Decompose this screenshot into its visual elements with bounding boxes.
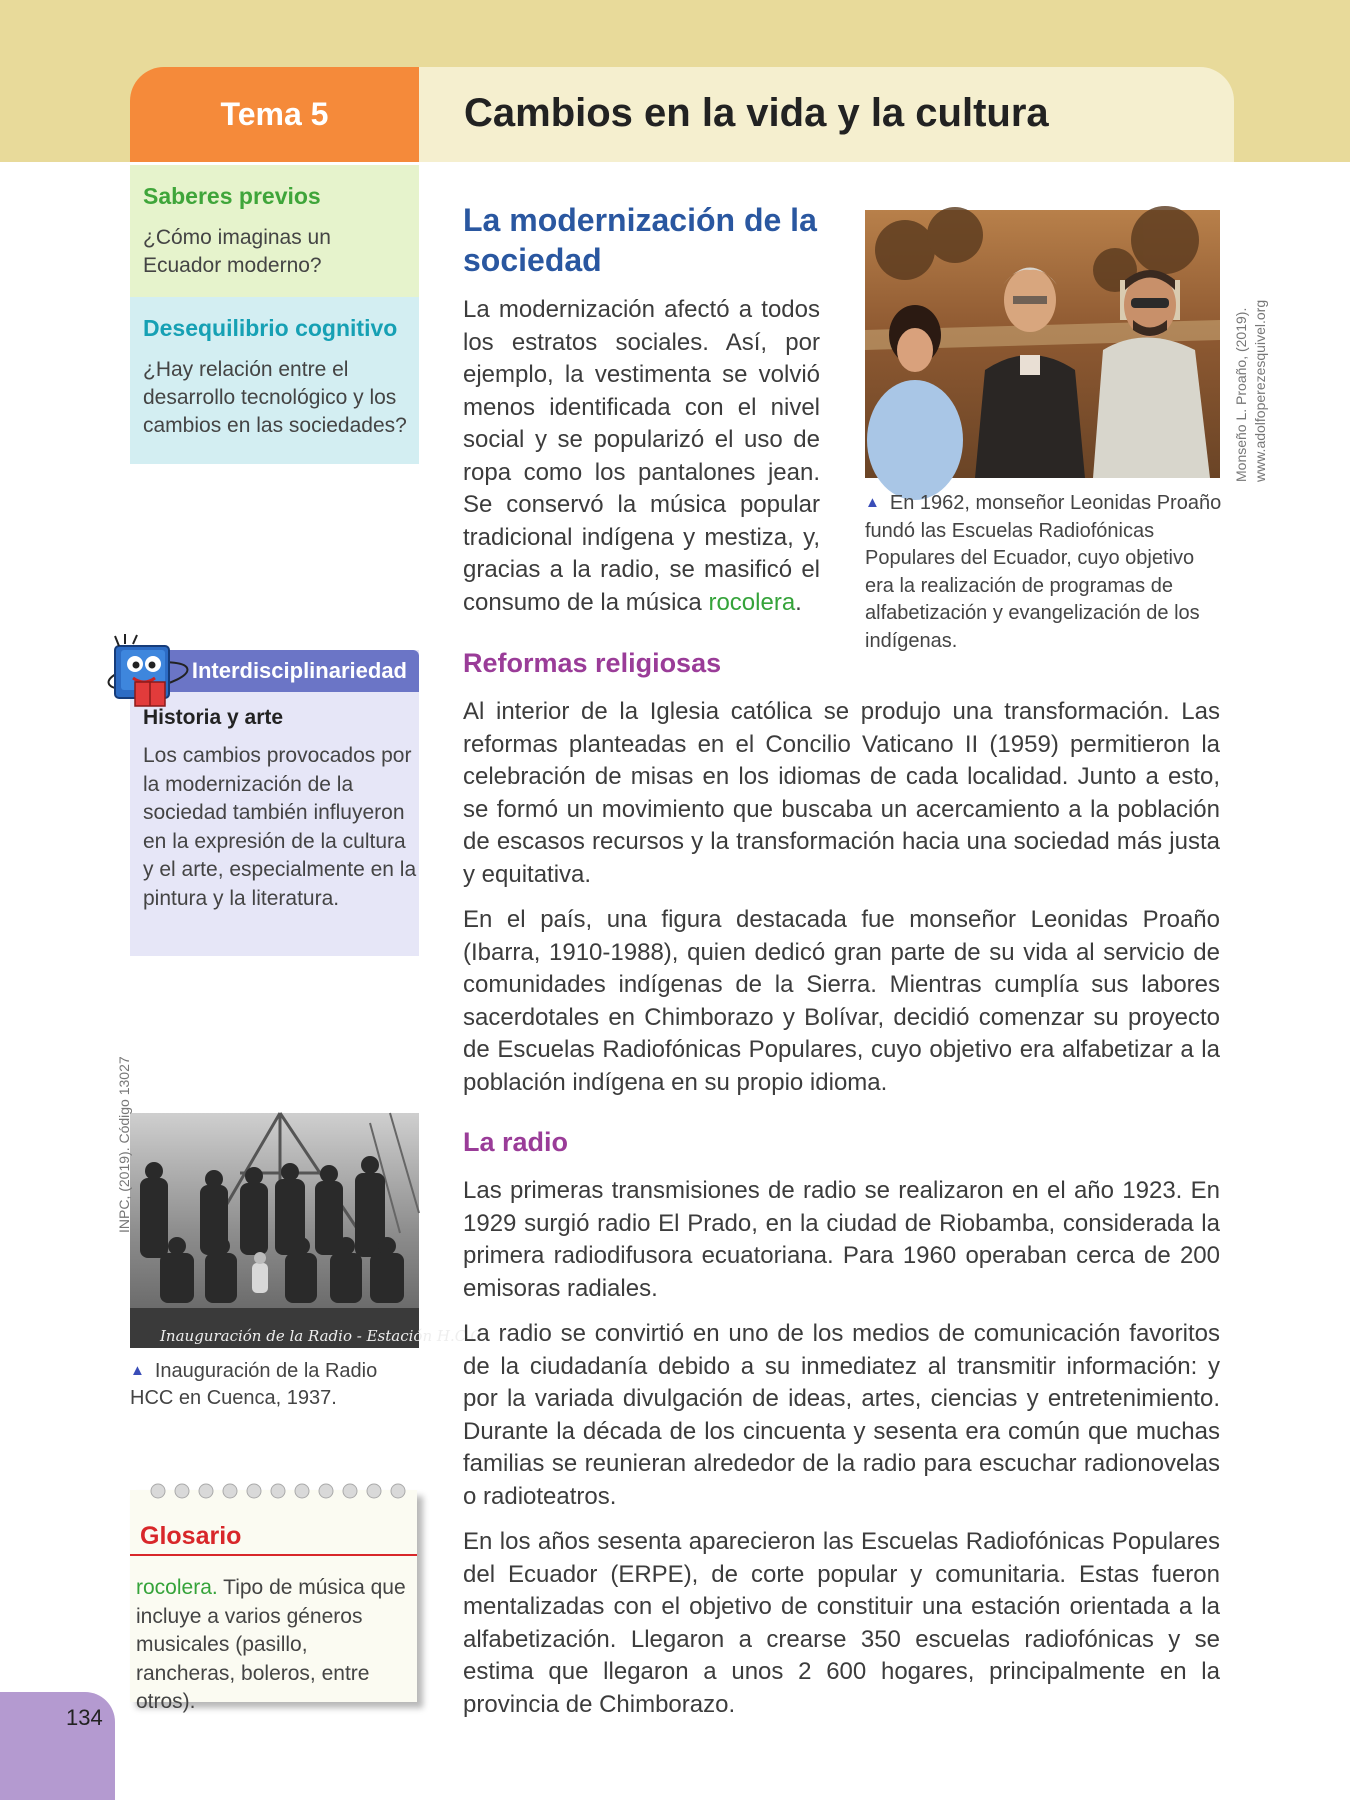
reformas-paragraph: Al interior de la Iglesia católica se produjo una transformación. Las reformas planteadas en el Concilio Vaticano II (1959) permitieron la celebración de misas en los idiomas de cada localidad. Junto a esto, se formó un movimiento que buscaba un acercamiento a la población de escasos recursos y la transformación hacia una sociedad más justa y equitativa. xyxy=(463,698,1220,888)
reformas-body xyxy=(463,696,1220,1099)
desequilibrio-title: Desequilibrio cognitivo xyxy=(143,315,398,341)
desequilibrio-text: ¿Hay relación entre el desarrollo tecnológico y los cambios en las sociedades? xyxy=(143,358,407,437)
radio-paragraph: En los años sesenta aparecieron las Escuelas Radiofónicas Populares del Ecuador (ERPE), de corte popular y comunitaria. Estas fueron mentalizadas con el objetivo de constituir una estación orientada a la alfabetización. Llegaron a crearse 350 escuelas radiofónicas y se estima que llegaron a unos 2 600 hogares, principalmente en la provincia de Chimborazo. xyxy=(463,1528,1220,1718)
tema-badge: Tema 5 xyxy=(130,67,419,162)
glosario-entry xyxy=(136,1574,411,1717)
interdisciplinariedad-header: Interdisciplinariedad xyxy=(170,650,419,692)
caption-triangle-icon: ▲ xyxy=(865,494,880,511)
photo-right-credit: Monseño L. Proaño, (2019). www.adolfoperezesquivel.org xyxy=(1233,299,1268,482)
notebook-rings-icon xyxy=(150,1482,420,1500)
radio-body xyxy=(463,1175,1220,1721)
proano-photo xyxy=(865,210,1220,478)
page-title: Cambios en la vida y la cultura xyxy=(464,91,1049,135)
glosario-term: rocolera. xyxy=(136,1576,218,1599)
glosario-definition: Tipo de música que incluye a varios géneros musicales (pasillo, rancheras, boleros, entre otros). xyxy=(136,1576,406,1713)
photo-inscription: Inauguración de la Radio - Estación H.C.C. xyxy=(160,1327,487,1345)
saberes-text: ¿Cómo imaginas un Ecuador moderno? xyxy=(143,226,331,277)
photo-right-caption: ▲ En 1962, monseñor Leonidas Proaño fundó las Escuelas Radiofónicas Populares del Ecuador, cuyo objetivo era la realización de programas de alfabetización y evangelización de los indígenas. xyxy=(865,492,1222,652)
saberes-previos-box xyxy=(130,165,419,297)
section-title-radio: La radio xyxy=(463,1127,569,1157)
radio-inauguration-photo xyxy=(130,1113,487,1348)
rocolera-highlight: rocolera xyxy=(708,588,796,616)
photo-left-credit: INPC, (2019). Código 13027 xyxy=(116,1056,132,1233)
interdisciplinariedad-text: Los cambios provocados por la modernización de la sociedad también influyeron en la expresión de la cultura y el arte, especialmente en la pintura y la literatura. xyxy=(143,744,417,910)
section-title-reformas: Reformas religiosas xyxy=(463,648,722,678)
interdisciplinariedad-subtitle: Historia y arte xyxy=(143,706,284,729)
glosario-box xyxy=(130,1490,417,1713)
glosario-title: Glosario xyxy=(140,1522,242,1550)
interdisciplinariedad-box xyxy=(130,650,419,956)
section-modernizacion-text: La modernización afectó a todos los estratos sociales. Así, por ejemplo, la vestimenta se volvió menos identificada con el nivel social y se popularizó el uso de ropa como los pantalones jean. Se conservó la música popular tradicional indígena y mestiza, y, gracias a la radio, se masificó el consumo de la música rocolera. xyxy=(463,296,820,616)
desequilibrio-box xyxy=(130,297,419,464)
radio-paragraph: La radio se convirtió en uno de los medios de comunicación favoritos de la ciudadanía debido a su inmediatez al transmitir información: y por la variada divulgación de ideas, artes, ciencias y entretenimiento. Durante la década de los cincuenta y sesenta era común que muchas familias se reunieran alrededor de la radio para escuchar radionovelas o radioteatros. xyxy=(463,1320,1220,1510)
glosario-divider xyxy=(130,1554,417,1556)
title-bar xyxy=(419,67,1234,162)
saberes-title: Saberes previos xyxy=(143,183,321,209)
page-number: 134 xyxy=(66,1705,103,1730)
radio-paragraph: Las primeras transmisiones de radio se realizaron en el año 1923. En 1929 surgió radio El Prado, en la ciudad de Riobamba, considerada la primera radiodifusora ecuatoriana. Para 1960 operaban cerca de 200 emisoras radiales. xyxy=(463,1177,1220,1302)
reformas-paragraph: En el país, una figura destacada fue monseñor Leonidas Proaño (Ibarra, 1910-1988), quien dedicó gran parte de su vida al servicio de comunidades indígenas de la Sierra. Mientras cumplía sus labores sacerdotales en Chimborazo y Bolívar, decidió comenzar su proyecto de Escuelas Radiofónicas Populares, cuyo objetivo era alfabetizar a la población indígena en su propio idioma. xyxy=(463,906,1220,1096)
photo-left-caption: ▲ Inauguración de la Radio HCC en Cuenca, 1937. xyxy=(130,1360,378,1409)
section-title-modernizacion: La modernización de la sociedad xyxy=(463,202,817,278)
caption-triangle-icon: ▲ xyxy=(130,1362,145,1379)
